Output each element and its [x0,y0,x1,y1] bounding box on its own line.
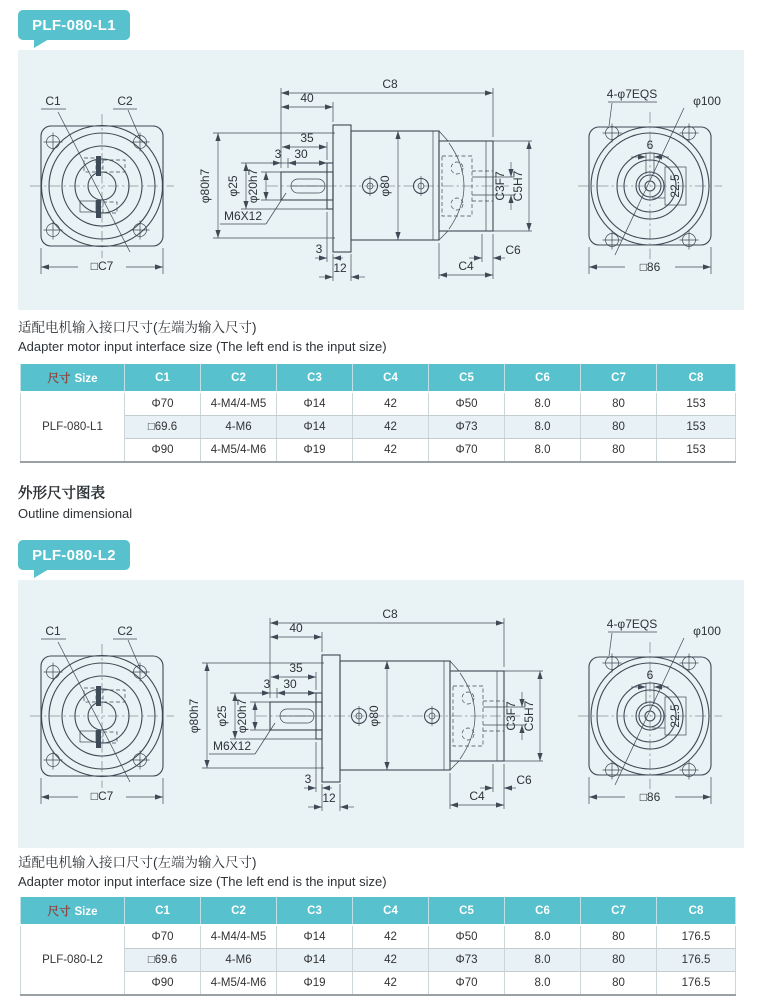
dimension-table [20,364,736,463]
table-cell: 8.0 [505,972,581,996]
dimension-arrow [319,160,327,165]
drawing-line [439,231,448,240]
dimension-arrow [252,702,257,710]
dimension-arrow [351,274,359,279]
label-sq86: □86 [639,260,661,274]
label-c6: C6 [516,773,532,787]
table-cell: 80 [581,416,657,439]
table-cell: 42 [353,416,429,439]
label-c3f7: C3F7 [493,171,507,201]
dimension-arrow [215,230,220,238]
size-column-header [21,364,125,392]
column-header: C4 [353,897,429,925]
table-cell: 4-M4/4-M5 [201,925,277,949]
dimension-arrow [263,192,268,200]
table-cell: Φ70 [429,972,505,996]
drawing-line [439,131,448,141]
dimension-table [20,897,736,996]
caption-cn: 适配电机输入接口尺寸(左端为输入尺寸) [18,320,257,335]
dimension-arrow [439,272,447,277]
label-c1: C1 [45,94,61,108]
dimension-arrow [526,223,531,231]
table-cell: Φ14 [277,949,353,972]
dimension-arrow [263,172,268,180]
dimension-arrow [496,620,504,625]
caption-en: Adapter motor input interface size (The left end is the input size) [18,339,387,354]
leader-line [128,110,140,138]
dimension-arrow [270,634,278,639]
dimension-label: 3 [315,242,323,256]
drawing-panel-l2 [18,580,744,848]
table-cell: 42 [353,925,429,949]
clamp-slot [96,686,101,706]
leader-line [255,723,275,754]
mounting-flange [333,125,351,252]
dimension-arrow [277,690,285,695]
dimension-drawing-l2 [18,580,744,848]
table-cell: 42 [353,949,429,972]
column-header: C3 [277,364,353,392]
table-cell: Φ73 [429,416,505,439]
section-heading-en: Outline dimensional [18,506,133,521]
table-cell: 4-M5/4-M6 [201,439,277,463]
dimension-arrow [325,104,333,109]
dimension-arrow [271,674,279,679]
dimension-arrow [526,141,531,149]
dimension-arrow [308,785,316,790]
drawing-rect [80,201,96,212]
dimension-arrow [485,90,493,95]
dimension-label: 40 [289,621,303,635]
table-cell: 4-M5/4-M6 [201,972,277,996]
dimension-arrow [384,762,389,770]
table-cell: 153 [657,392,736,416]
table-row [21,949,736,972]
table-cell: 8.0 [505,949,581,972]
dimension-arrow [270,620,278,625]
table-cell: 8.0 [505,925,581,949]
label-phi25: φ25 [226,175,240,197]
label-c4: C4 [458,259,474,273]
table-cell: 8.0 [505,439,581,463]
table-cell: □69.6 [125,416,201,439]
drawing-panel-l1 [18,50,744,310]
label-22-5: 22.5 [668,704,682,728]
model-badge-l2: PLF-080-L2 [18,540,130,570]
dimension-label: 6 [646,668,654,682]
dimension-arrow [155,794,163,799]
dimension-arrow [474,255,482,260]
caption-cn: 适配电机输入接口尺寸(左端为输入尺寸) [18,855,257,870]
dimension-label: 3 [263,677,271,691]
label-c2: C2 [117,94,133,108]
table-cell: 4-M4/4-M5 [201,392,277,416]
dimension-arrow [282,144,290,149]
leader-line [266,193,286,224]
dimension-arrow [703,264,711,269]
table-cell: Φ73 [429,949,505,972]
column-header: C3 [277,897,353,925]
dimension-arrow [333,255,341,260]
label-22-5: 22.5 [668,174,682,198]
leader-line [609,103,612,126]
table-cell: Φ19 [277,972,353,996]
table-cell: 80 [581,439,657,463]
dimension-arrow [314,804,322,809]
column-header: C6 [505,897,581,925]
table-cell: 8.0 [505,392,581,416]
table-cell: 42 [353,439,429,463]
table-cell: 4-M6 [201,416,277,439]
column-header: C4 [353,364,429,392]
column-header: C5 [429,897,505,925]
label-c6: C6 [505,243,521,257]
label-phi100: φ100 [693,94,721,108]
dimension-arrow [273,160,281,165]
label-phi20h7: φ20h7 [246,168,260,204]
table-cell: Φ50 [429,925,505,949]
table-cell: 80 [581,392,657,416]
column-header: C1 [125,897,201,925]
column-header: C7 [581,897,657,925]
dimension-arrow [638,684,646,689]
label-phi20h7: φ20h7 [235,698,249,734]
size-header-en: Size [74,372,98,385]
dimension-arrow [589,794,597,799]
dimension-arrow [204,663,209,671]
table-cell: 80 [581,925,657,949]
gearbox-body [351,131,439,240]
size-table-l1 [20,364,735,463]
table-cell: Φ90 [125,972,201,996]
dimension-arrow [654,154,662,159]
label-c8: C8 [382,607,398,621]
clamp-slot [96,730,101,748]
label-phi80h7: φ80h7 [198,168,212,204]
leader-line [128,640,140,668]
label-m6x12: M6X12 [223,209,263,223]
dimension-arrow [537,671,542,679]
dimension-arrow [314,634,322,639]
label-m6x12: M6X12 [212,739,252,753]
column-header: C1 [125,364,201,392]
dimension-arrow [155,264,163,269]
dimension-arrow [395,232,400,240]
size-header-cn: 尺寸 [47,372,71,385]
dimension-arrow [319,144,327,149]
clamp-slot [96,200,101,218]
dimension-arrow [204,760,209,768]
table-cell: Φ90 [125,439,201,463]
label-phi100: φ100 [693,624,721,638]
table-cell: 8.0 [505,416,581,439]
dimension-arrow [308,674,316,679]
table-row [21,925,736,949]
label-c1: C1 [45,624,61,638]
dimension-label: 35 [289,661,303,675]
dimension-arrow [654,684,662,689]
dimension-drawing-l1 [18,50,744,310]
dimension-arrow [504,785,512,790]
clamp-slot [96,156,101,176]
dimension-arrow [703,794,711,799]
column-header: C5 [429,364,505,392]
column-header: C2 [201,897,277,925]
label-c2: C2 [117,624,133,638]
dimension-label: 12 [322,791,336,805]
dimension-label: 30 [283,677,297,691]
table-cell: 4-M6 [201,949,277,972]
table-cell: 42 [353,392,429,416]
table-cell: 153 [657,439,736,463]
table-cell: 176.5 [657,925,736,949]
drawing-rect [80,731,96,742]
table-cell: □69.6 [125,949,201,972]
label-c7: □C7 [90,259,114,273]
table-cell: Φ14 [277,416,353,439]
dimension-arrow [638,154,646,159]
label-phi25: φ25 [215,705,229,727]
table-cell: Φ70 [429,439,505,463]
size-table-l2 [20,897,735,996]
dimension-arrow [215,133,220,141]
dimension-arrow [41,264,49,269]
label-4-phi7eqs: 4-φ7EQS [606,87,658,101]
mounting-flange [322,655,340,782]
dimension-arrow [308,690,316,695]
dimension-arrow [41,794,49,799]
table-row [21,416,736,439]
label-phi80: φ80 [378,175,392,197]
table-cell: Φ50 [429,392,505,416]
model-badge-l1: PLF-080-L1 [18,10,130,40]
model-cell: PLF-080-L1 [21,392,125,462]
table-cell: Φ14 [277,392,353,416]
label-c8: C8 [382,77,398,91]
column-header: C2 [201,364,277,392]
dimension-arrow [485,785,493,790]
table-cell: Φ70 [125,392,201,416]
label-c5h7: C5H7 [522,700,536,732]
column-header: C6 [505,364,581,392]
dimension-label: 3 [274,147,282,161]
dimension-label: 35 [300,131,314,145]
dimension-arrow [589,264,597,269]
model-cell: PLF-080-L2 [21,925,125,995]
caption-en: Adapter motor input interface size (The left end is the input size) [18,874,387,889]
drawing-line [450,661,459,671]
table-cell: 80 [581,949,657,972]
size-header-en: Size [74,905,98,918]
table-cell: 80 [581,972,657,996]
dimension-arrow [384,661,389,669]
size-header-cn: 尺寸 [47,905,71,918]
dimension-arrow [496,802,504,807]
dimension-label: 3 [304,772,312,786]
label-phi80h7: φ80h7 [187,698,201,734]
dimension-label: 6 [646,138,654,152]
dimension-arrow [325,274,333,279]
dimension-label: 30 [294,147,308,161]
label-phi80: φ80 [367,705,381,727]
leader-line [58,642,130,782]
table-cell: Φ70 [125,925,201,949]
label-c4: C4 [469,789,485,803]
label-c5h7: C5H7 [511,170,525,202]
dimension-arrow [485,272,493,277]
table-row [21,972,736,996]
dimension-arrow [252,722,257,730]
dimension-arrow [319,255,327,260]
dimension-arrow [450,802,458,807]
leader-line [58,112,130,252]
column-header: C7 [581,364,657,392]
dimension-arrow [288,160,296,165]
column-header: C8 [657,364,736,392]
table-cell: Φ14 [277,925,353,949]
table-cell: 42 [353,972,429,996]
table-cell: 176.5 [657,949,736,972]
dimension-arrow [340,804,348,809]
table-cell: 176.5 [657,972,736,996]
table-row [21,439,736,463]
dimension-arrow [322,785,330,790]
label-c7: □C7 [90,789,114,803]
dimension-arrow [262,690,270,695]
size-column-header [21,897,125,925]
drawing-line [450,761,459,770]
dimension-arrow [281,104,289,109]
table-cell: 153 [657,416,736,439]
section-heading-cn: 外形尺寸图表 [18,486,105,502]
dimension-arrow [395,131,400,139]
dimension-label: 40 [300,91,314,105]
gearbox-body [340,661,450,770]
dimension-arrow [281,90,289,95]
column-header: C8 [657,897,736,925]
dimension-label: 12 [333,261,347,275]
table-row [21,392,736,416]
label-c3f7: C3F7 [504,701,518,731]
dimension-arrow [537,753,542,761]
label-sq86: □86 [639,790,661,804]
table-cell: Φ19 [277,439,353,463]
leader-line [609,633,612,656]
label-4-phi7eqs: 4-φ7EQS [606,617,658,631]
dimension-arrow [493,255,501,260]
